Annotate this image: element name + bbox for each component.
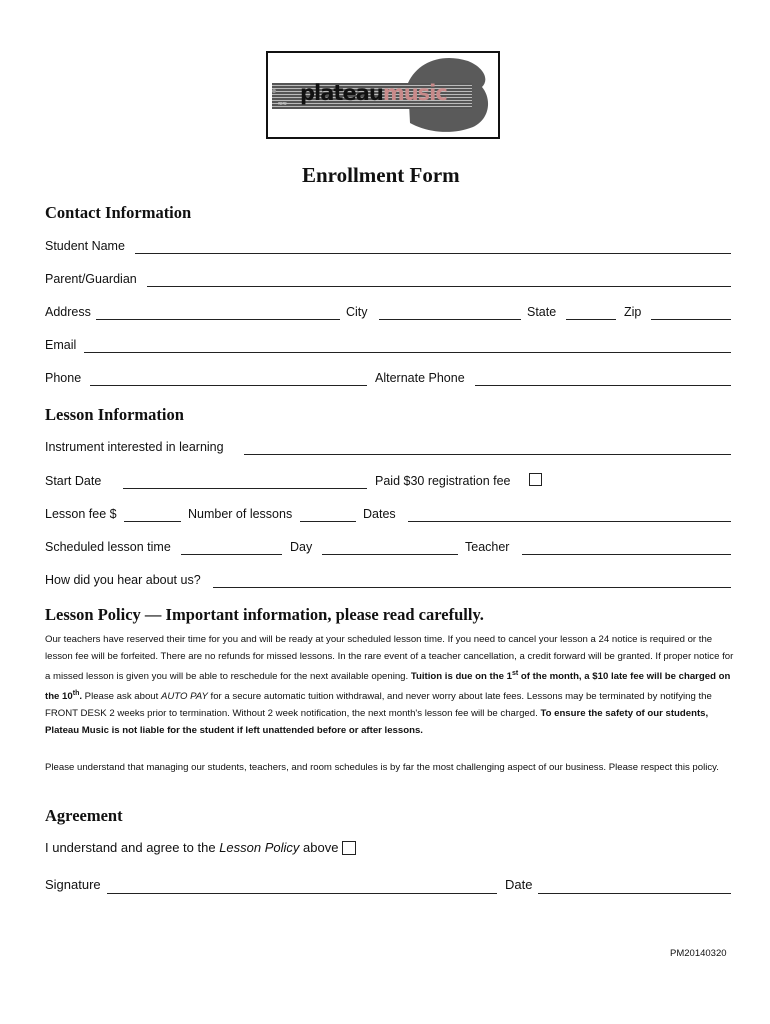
logo: [266, 51, 500, 139]
zip-label: Zip: [624, 305, 642, 319]
dates-label: Dates: [363, 507, 396, 521]
agreement-heading: Agreement: [45, 806, 123, 825]
student-name-label: Student Name: [45, 239, 125, 253]
policy-paragraph: Our teachers have reserved their time for you and will be ready at your scheduled lesson time. If you need to cancel your lesson a 24 notice is required or the lesson fee will be forfeited. There are no refunds for missed lessons. In the rare event of a teacher cancellation, a credit forward will be granted. If proper notice for a missed lesson is given you will be able to reschedule for the next available opening. Tuition is due on the 1st of the month, a $10 late fee will be charged on the 10th. Please ask about AUTO PAY for a secure automatic tuition withdrawal, and never worry about late fees. Lessons may be terminated by notifying the FRONT DESK 2 weeks prior to termination. Without 2 week notification, the next month's lesson fee will be charged. To ensure the safety of our students, Plateau Music is not liable for the student if left unattended before or after lessons.: [45, 634, 734, 737]
instrument-field[interactable]: [244, 454, 731, 455]
signature-field[interactable]: [107, 893, 497, 894]
signature-label: Signature: [45, 877, 101, 892]
email-field[interactable]: [84, 352, 731, 353]
date-field[interactable]: [538, 893, 731, 894]
lesson-fee-field[interactable]: [124, 521, 181, 522]
lesson-fee-label: Lesson fee $: [45, 507, 117, 521]
alternate-phone-field[interactable]: [475, 385, 731, 386]
hear-about-label: How did you hear about us?: [45, 573, 201, 587]
start-date-label: Start Date: [45, 474, 102, 488]
phone-label: Phone: [45, 371, 82, 385]
hear-about-field[interactable]: [213, 587, 731, 588]
start-date-field[interactable]: [123, 488, 367, 489]
scheduled-time-label: Scheduled lesson time: [45, 540, 171, 554]
city-label: City: [346, 305, 368, 319]
day-field[interactable]: [322, 554, 458, 555]
logo-brand-dark: plateau: [300, 81, 383, 105]
lesson-heading: Lesson Information: [45, 405, 184, 424]
contact-heading: Contact Information: [45, 203, 192, 222]
paid-fee-checkbox[interactable]: [529, 473, 542, 486]
phone-field[interactable]: [90, 385, 367, 386]
scheduled-time-field[interactable]: [181, 554, 282, 555]
day-label: Day: [290, 540, 313, 554]
agreement-checkbox[interactable]: [342, 841, 356, 855]
state-field[interactable]: [566, 319, 616, 320]
zip-field[interactable]: [651, 319, 731, 320]
teacher-field[interactable]: [522, 554, 731, 555]
policy-heading: Lesson Policy — Important information, please read carefully.: [45, 605, 484, 624]
address-label: Address: [45, 305, 91, 319]
footer-code: PM20140320: [670, 948, 727, 959]
instrument-label: Instrument interested in learning: [45, 440, 224, 454]
address-field[interactable]: [96, 319, 340, 320]
number-of-lessons-field[interactable]: [300, 521, 356, 522]
agreement-statement: I understand and agree to the Lesson Policy above: [45, 840, 339, 855]
teacher-label: Teacher: [465, 540, 510, 554]
city-field[interactable]: [379, 319, 521, 320]
policy-respect-paragraph: Please understand that managing our students, teachers, and room schedules is by far the most challenging aspect of our business. Please respect this policy.: [45, 762, 719, 773]
parent-guardian-field[interactable]: [147, 286, 731, 287]
date-label: Date: [505, 877, 533, 892]
logo-brand-light: music: [382, 81, 447, 105]
email-label: Email: [45, 338, 77, 352]
page-title: Enrollment Form: [302, 163, 460, 187]
dates-field[interactable]: [408, 521, 731, 522]
alternate-phone-label: Alternate Phone: [375, 371, 465, 385]
parent-guardian-label: Parent/Guardian: [45, 272, 137, 286]
logo-small-mark: ≈≈: [278, 99, 287, 108]
state-label: State: [527, 305, 557, 319]
paid-fee-label: Paid $30 registration fee: [375, 474, 511, 488]
number-of-lessons-label: Number of lessons: [188, 507, 293, 521]
student-name-field[interactable]: [135, 253, 731, 254]
